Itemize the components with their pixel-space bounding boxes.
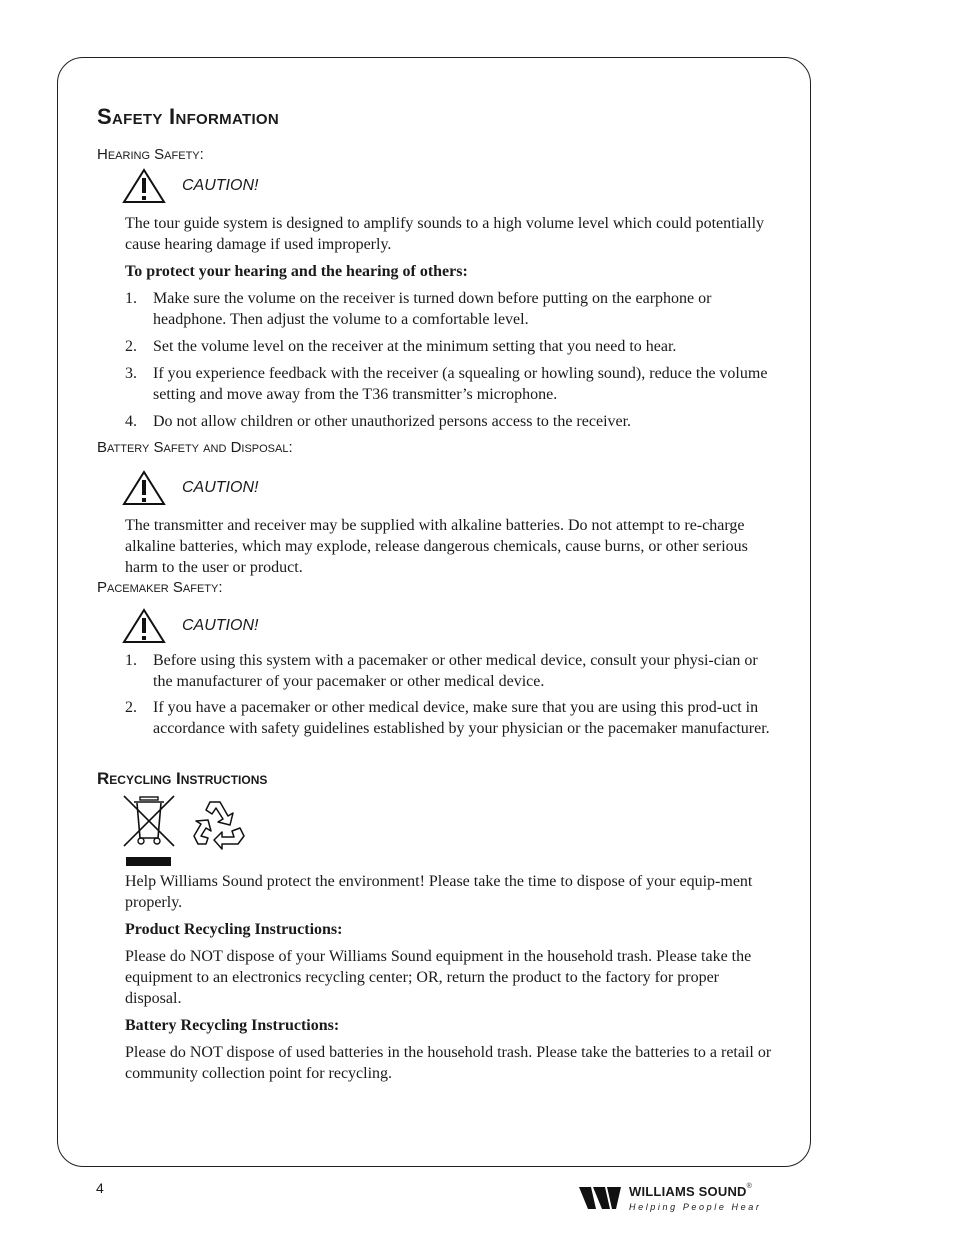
williams-sound-logo-mark-icon bbox=[579, 1185, 623, 1211]
list-item: 1. Before using this system with a pacemaker or other medical device, consult your physi-cian or the manufacturer of your pacemaker or other medical device. bbox=[125, 652, 758, 690]
recycling-icons bbox=[122, 794, 252, 868]
recycling-heading: Recycling Instructions bbox=[97, 769, 268, 788]
battery-text: The transmitter and receiver may be supplied with alkaline batteries. Do not attempt to re-charge alkaline batteries, which may explode, release dangerous chemicals, cause burns, or other serious harm to the user or product. bbox=[125, 517, 748, 576]
hearing-intro: The tour guide system is designed to amplify sounds to a high volume level which could potentially cause hearing damage if used improperly. bbox=[125, 215, 765, 253]
pacemaker-caution bbox=[122, 608, 258, 644]
pacemaker-safety-heading: Pacemaker Safety: bbox=[97, 579, 223, 596]
list-item: 1. Make sure the volume on the receiver is turned down before putting on the earphone or headphone. Then adjust the volume to a comfortable level. bbox=[125, 290, 712, 328]
brand-tagline: Helping People Hear bbox=[629, 1202, 762, 1212]
brand-name: WILLIAMS SOUND bbox=[629, 1184, 747, 1199]
page-title: Safety Information bbox=[97, 104, 280, 129]
list-item: 4. Do not allow children or other unauthorized persons access to the receiver. bbox=[125, 413, 632, 430]
product-recycling-text: Please do NOT dispose of your Williams Sound equipment in the household trash. Please take the equipment to an electronics recycling center; OR, return the product to the factory for proper disposal. bbox=[125, 948, 752, 1007]
warning-triangle-icon bbox=[122, 470, 166, 506]
battery-recycling-text: Please do NOT dispose of used batteries in the household trash. Please take the batteries to a retail or community collection point for recycling. bbox=[125, 1044, 772, 1082]
hearing-safety-heading: Hearing Safety: bbox=[97, 146, 204, 163]
product-recycling-label: Product Recycling Instructions: bbox=[125, 921, 343, 938]
caution-label: CAUTION! bbox=[182, 617, 259, 634]
williams-sound-logo bbox=[579, 1183, 761, 1212]
battery-recycling-label: Battery Recycling Instructions: bbox=[125, 1017, 340, 1034]
hearing-caution bbox=[122, 168, 258, 204]
crossed-out-bin-icon bbox=[124, 796, 174, 866]
warning-triangle-icon bbox=[122, 168, 166, 204]
list-item: 2. If you have a pacemaker or other medical device, make sure that you are using this prod-uct in accordance with safety guidelines established by your physician or the pacemaker manufacturer. bbox=[125, 699, 770, 737]
recycle-icon bbox=[194, 802, 244, 849]
hearing-protect-label: To protect your hearing and the hearing of others: bbox=[125, 263, 468, 280]
warning-triangle-icon bbox=[122, 608, 166, 644]
registered-mark: ® bbox=[746, 1183, 752, 1190]
recycling-intro: Help Williams Sound protect the environment! Please take the time to dispose of your equip-ment properly. bbox=[125, 873, 753, 911]
caution-label: CAUTION! bbox=[182, 479, 259, 496]
battery-caution bbox=[122, 470, 258, 506]
list-item: 3. If you experience feedback with the receiver (a squealing or howling sound), reduce the volume setting and move away from the T36 transmitter’s microphone. bbox=[125, 365, 768, 403]
battery-safety-heading: Battery Safety and Disposal: bbox=[97, 439, 293, 456]
list-item: 2. Set the volume level on the receiver at the minimum setting that you need to hear. bbox=[125, 338, 677, 355]
caution-label: CAUTION! bbox=[182, 177, 259, 194]
page-number: 4 bbox=[96, 1180, 104, 1196]
